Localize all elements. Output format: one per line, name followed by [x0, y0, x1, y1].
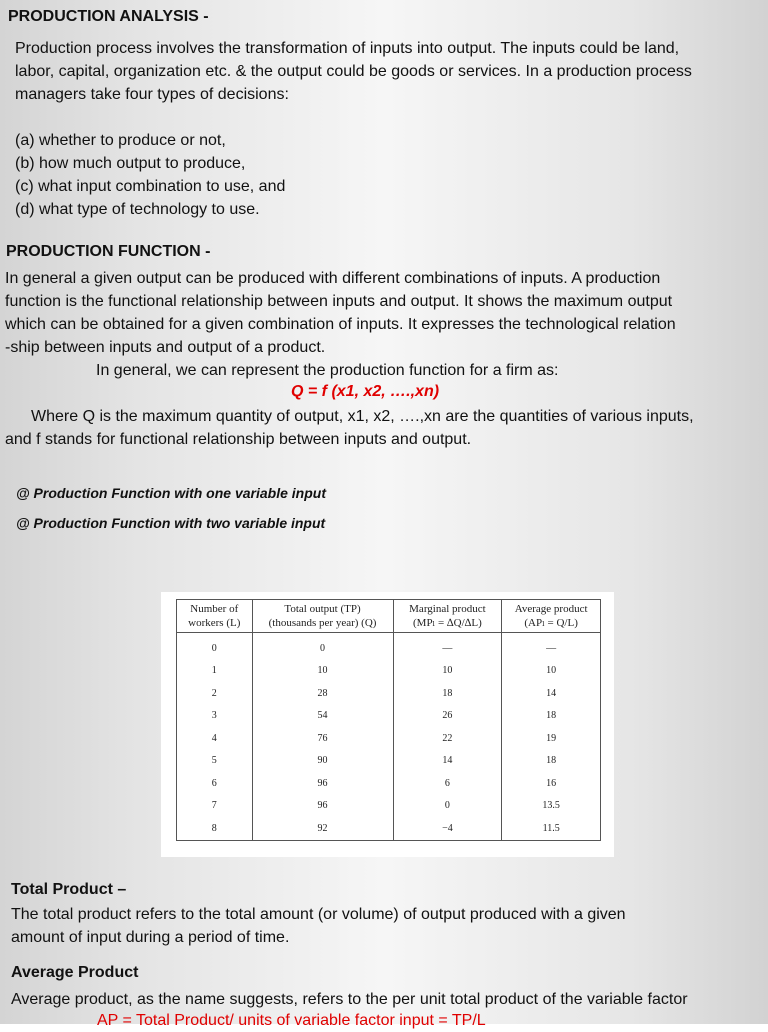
decision-item: (d) what type of technology to use. [15, 201, 260, 218]
represent-line: In general, we can represent the production function for a firm as: [96, 362, 559, 379]
function-line: which can be obtained for a given combination of inputs. It expresses the technological relation [5, 316, 676, 333]
decision-item: (b) how much output to produce, [15, 155, 246, 172]
analysis-line: Production process involves the transformation of inputs into output. The inputs could be land, [15, 40, 680, 57]
where-line: Where Q is the maximum quantity of output, x1, x2, ….,xn are the quantities of various inputs, [31, 408, 694, 425]
production-function-formula: Q = f (x1, x2, ….,xn) [291, 383, 440, 400]
header-marginal-product: Marginal product (MPₗ = ∆Q/∆L) [393, 600, 502, 633]
heading-average-product: Average Product [11, 964, 139, 981]
production-table-image [161, 592, 614, 857]
total-product-paragraph [11, 903, 626, 949]
table-row: 3 54 26 18 [177, 705, 601, 728]
table-row: 2 28 18 14 [177, 682, 601, 705]
table-header-row [177, 600, 601, 633]
total-product-line: amount of input during a period of time. [11, 929, 290, 946]
table-row: 4 76 22 19 [177, 727, 601, 750]
table-row: 6 96 6 16 [177, 772, 601, 795]
average-product-formula: AP = Total Product/ units of variable factor input = TP/L [97, 1012, 486, 1029]
function-line: In general a given output can be produced with different combinations of inputs. A production [5, 270, 661, 287]
subtopic-two-variable: @ Production Function with two variable input [16, 515, 326, 531]
average-product-line: Average product, as the name suggests, refers to the per unit total product of the variable factor [11, 991, 688, 1008]
where-line: and f stands for functional relationship between inputs and output. [5, 431, 472, 448]
table-row: 8 92 −4 11.5 [177, 817, 601, 840]
analysis-line: managers take four types of decisions: [15, 86, 289, 103]
table-row: 1 10 10 10 [177, 660, 601, 683]
subtopic-one-variable: @ Production Function with one variable input [16, 485, 326, 501]
production-table [176, 599, 601, 841]
header-average-product: Average product (APₗ = Q/L) [502, 600, 601, 633]
where-paragraph [5, 405, 694, 451]
heading-production-analysis: PRODUCTION ANALYSIS - [8, 8, 209, 25]
analysis-line: labor, capital, organization etc. & the output could be goods or services. In a production process [15, 63, 692, 80]
header-total-output: Total output (TP) (thousands per year) (Q) [252, 600, 393, 633]
header-workers: Number of workers (L) [177, 600, 253, 633]
table-row: 0 0 — — [177, 633, 601, 660]
heading-production-function: PRODUCTION FUNCTION - [6, 243, 211, 260]
decision-list [15, 129, 285, 221]
table-row: 7 96 0 13.5 [177, 795, 601, 818]
total-product-line: The total product refers to the total amount (or volume) of output produced with a given [11, 906, 626, 923]
function-paragraph [5, 267, 676, 359]
table-row: 5 90 14 18 [177, 750, 601, 773]
decision-item: (a) whether to produce or not, [15, 132, 226, 149]
function-line: function is the functional relationship between inputs and output. It shows the maximum output [5, 293, 673, 310]
analysis-paragraph [15, 37, 692, 106]
heading-total-product: Total Product – [11, 881, 127, 898]
decision-item: (c) what input combination to use, and [15, 178, 286, 195]
function-line: -ship between inputs and output of a product. [5, 339, 326, 356]
